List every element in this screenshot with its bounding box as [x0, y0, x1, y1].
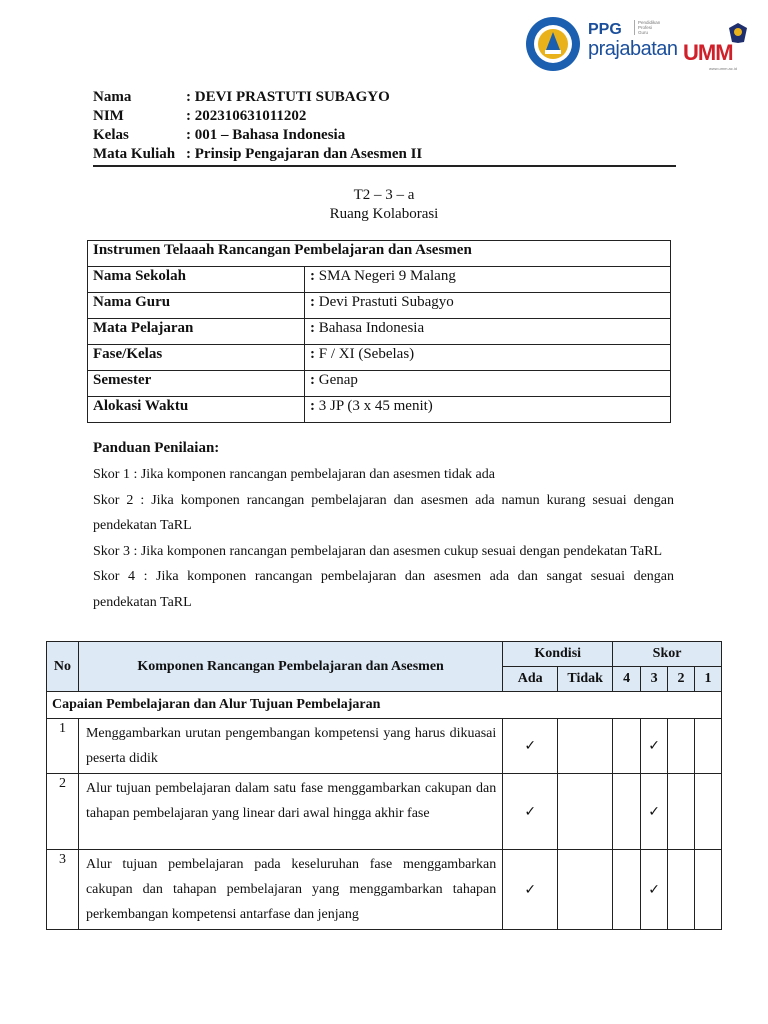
header-logos: [524, 16, 754, 72]
info-value: : SMA Negeri 9 Malang: [305, 267, 671, 293]
check-icon-ada: ✓: [503, 774, 558, 850]
table-row: [88, 345, 671, 371]
col-header-skor-1: 1: [695, 667, 722, 692]
check-icon-ada: ✓: [503, 719, 558, 774]
info-label: Semester: [88, 371, 305, 397]
identity-row-nim: NIM : 202310631011202: [93, 108, 307, 124]
row-component: Alur tujuan pembelajaran pada keseluruhan fase menggambarkan cakupan dan tahapan pembelajaran yang menggambarkan tahapan perkembangan kompetensi antarfase dan jenjang: [78, 850, 502, 930]
row-number: 3: [47, 850, 79, 930]
info-label: Nama Guru: [88, 293, 305, 319]
cell-skor-2: [668, 719, 695, 774]
student-identity: [93, 88, 422, 164]
row-number: 1: [47, 719, 79, 774]
row-component: Menggambarkan urutan pengembangan kompetensi yang harus dikuasai peserta didik: [78, 719, 502, 774]
info-value: : Devi Prastuti Subagyo: [305, 293, 671, 319]
col-header-ada: Ada: [503, 667, 558, 692]
info-table-title-row: [88, 241, 671, 267]
cell-skor-2: [668, 850, 695, 930]
cell-skor-4: [613, 719, 641, 774]
lesson-info-table: [87, 240, 671, 423]
umm-url: www.umm.ac.id: [709, 66, 738, 71]
ppg-tagline: Pendidikan Profesi Guru: [634, 20, 660, 35]
info-label: Nama Sekolah: [88, 267, 305, 293]
header-divider: [93, 165, 676, 167]
tut-wuri-handayani-logo-icon: [524, 16, 582, 72]
info-label: Alokasi Waktu: [88, 397, 305, 423]
section-row: [47, 692, 722, 719]
row-component: Alur tujuan pembelajaran dalam satu fase menggambarkan cakupan dan tahapan pembelajaran yang linear dari awal hingga akhir fase: [78, 774, 502, 850]
table-row: [88, 293, 671, 319]
info-value: : 3 JP (3 x 45 menit): [305, 397, 671, 423]
col-header-component: Komponen Rancangan Pembelajaran dan Asesmen: [78, 642, 502, 692]
guidance-item: Skor 1 : Jika komponen rancangan pembelajaran dan asesmen tidak ada: [93, 467, 495, 482]
identity-row-nama: Nama : DEVI PRASTUTI SUBAGYO: [93, 89, 390, 105]
identity-row-mata-kuliah: Mata Kuliah : Prinsip Pengajaran dan Asesmen II: [93, 146, 423, 162]
info-value: : F / XI (Sebelas): [305, 345, 671, 371]
header-row: [47, 642, 722, 667]
cell-tidak: [558, 774, 613, 850]
cell-skor-1: [695, 719, 722, 774]
info-label: Mata Pelajaran: [88, 319, 305, 345]
cell-skor-1: [695, 774, 722, 850]
table-row: [47, 774, 722, 850]
umm-label: UMM: [683, 40, 733, 65]
col-header-kondisi: Kondisi: [503, 642, 613, 667]
col-header-skor-3: 3: [641, 667, 668, 692]
assessment-table: [46, 641, 722, 930]
row-number: 2: [47, 774, 79, 850]
section-title: Capaian Pembelajaran dan Alur Tujuan Pembelajaran: [47, 692, 722, 719]
check-icon-skor-3: ✓: [641, 719, 668, 774]
table-row: [88, 267, 671, 293]
guidance-item: Skor 3 : Jika komponen rancangan pembelajaran dan asesmen cukup sesuai dengan pendekatan TaRL: [93, 543, 663, 559]
prajabatan-label: prajabatan: [588, 38, 678, 60]
ppg-label: PPG: [588, 21, 622, 38]
info-value: : Genap: [305, 371, 671, 397]
info-value: : Bahasa Indonesia: [305, 319, 671, 345]
cell-tidak: [558, 850, 613, 930]
col-header-tidak: Tidak: [558, 667, 613, 692]
check-icon-skor-3: ✓: [641, 774, 668, 850]
col-header-skor: Skor: [613, 642, 722, 667]
cell-tidak: [558, 719, 613, 774]
col-header-no: No: [47, 642, 79, 692]
guidance-list: [93, 462, 674, 615]
table-row: [88, 319, 671, 345]
document-code: T2 – 3 – a: [353, 187, 415, 203]
table-row: [88, 397, 671, 423]
info-table-title: Instrumen Telaaah Rancangan Pembelajaran dan Asesmen: [88, 241, 671, 267]
guidance-item: Skor 4 : Jika komponen rancangan pembelajaran dan asesmen ada dan sangat sesuai dengan pendekatan TaRL: [93, 569, 674, 610]
cell-skor-4: [613, 850, 641, 930]
identity-row-kelas: Kelas : 001 – Bahasa Indonesia: [93, 127, 346, 143]
table-row: [47, 719, 722, 774]
table-row: [47, 850, 722, 930]
guidance-item: Skor 2 : Jika komponen rancangan pembelajaran dan asesmen ada namun kurang sesuai dengan pendekatan TaRL: [93, 492, 674, 533]
cell-skor-4: [613, 774, 641, 850]
col-header-skor-4: 4: [613, 667, 641, 692]
guidance-title: Panduan Penilaian:: [93, 440, 220, 456]
check-icon-skor-3: ✓: [641, 850, 668, 930]
info-label: Fase/Kelas: [88, 345, 305, 371]
umm-crest-icon: [728, 22, 748, 44]
col-header-skor-2: 2: [668, 667, 695, 692]
table-row: [88, 371, 671, 397]
check-icon-ada: ✓: [503, 850, 558, 930]
document-title: Ruang Kolaborasi: [329, 206, 439, 222]
cell-skor-1: [695, 850, 722, 930]
cell-skor-2: [668, 774, 695, 850]
